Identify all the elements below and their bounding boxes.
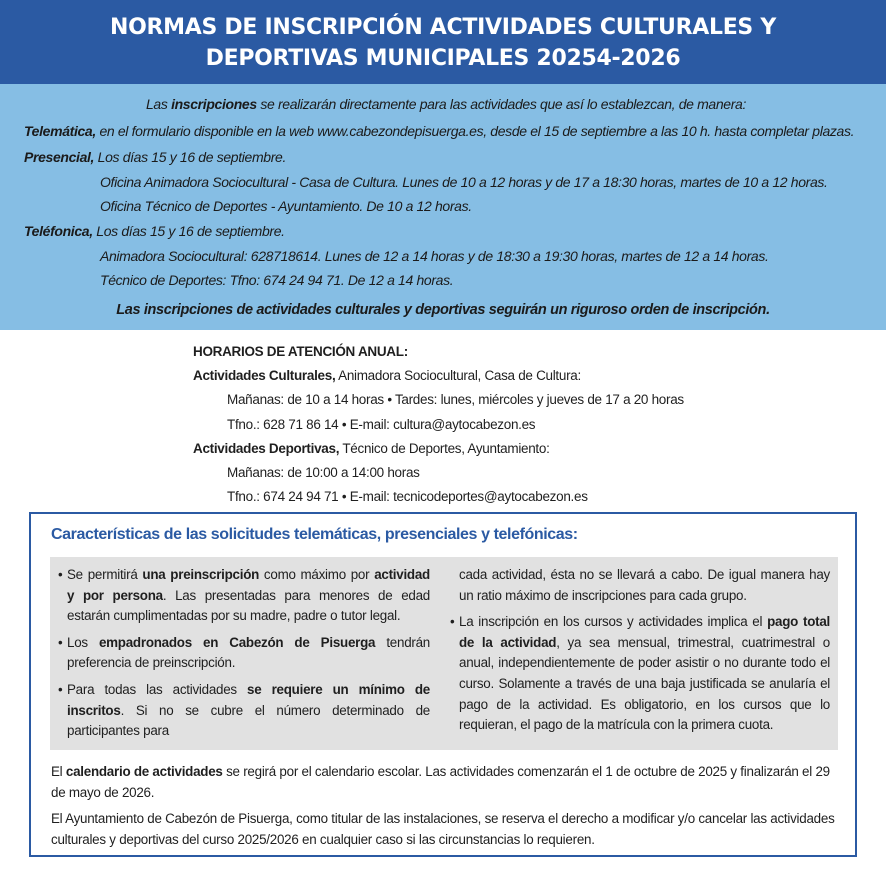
list-item: • La inscripción en los cursos y actividades implica el pago total de la actividad, ya sea mensual, trimestral, cuatrimestral o anual, independientemente de poder asistir o no durante todo el curso. Solamente a través de una baja justificada se anularía el pago de la actividad. Es obligatorio, en los cursos que lo requieran, el pago de la matrícula con la primera cuota. xyxy=(450,614,830,733)
characteristics-panel xyxy=(50,557,838,750)
calendar-note: El calendario de actividades se regirá por el calendario escolar. Las actividades comenzarán el 1 de octubre de 2025 y finalizarán el 29 de mayo de 2026. xyxy=(51,764,830,800)
list-item-continuation: cada actividad, ésta no se llevará a cabo. De igual manera hay un ratio máximo de inscripciones para cada grupo. xyxy=(459,567,830,603)
telefonica-line: Teléfonica, Los días 15 y 16 de septiembre. xyxy=(24,223,285,239)
sports-line: Actividades Deportivas, Técnico de Deportes, Ayuntamiento: xyxy=(193,440,550,456)
presencial-line: Presencial, Los días 15 y 16 de septiembre. xyxy=(24,149,287,165)
header-title-line-1: NORMAS DE INSCRIPCIÓN ACTIVIDADES CULTURALES Y xyxy=(110,15,776,40)
presencial-label: Presencial, xyxy=(24,149,95,165)
telematica-label: Telemática, xyxy=(24,123,96,139)
inscriptions-keyword: inscripciones xyxy=(171,96,257,112)
sports-contact: Tfno.: 674 24 94 71 • E-mail: tecnicodeportes@aytocabezon.es xyxy=(227,489,588,505)
inscriptions-intro: Las inscripciones se realizarán directamente para las actividades que así lo establezcan, de manera: xyxy=(146,96,747,112)
inscriptions-section xyxy=(0,84,886,330)
cultural-label: Actividades Culturales, xyxy=(193,368,336,384)
hours-title: HORARIOS DE ATENCIÓN ANUAL: xyxy=(193,344,408,359)
characteristics-box xyxy=(29,512,857,857)
bullet-icon: • xyxy=(58,567,63,582)
bullet-icon: • xyxy=(58,634,63,650)
calendar-keyword: calendario de actividades xyxy=(65,764,223,779)
sports-schedule: Mañanas: de 10:00 a 14:00 horas xyxy=(227,465,420,481)
characteristics-right-column xyxy=(450,565,830,742)
characteristics-left-column xyxy=(58,565,430,748)
bullet-icon: • xyxy=(450,614,455,630)
telefonica-line-2: Técnico de Deportes: Tfno: 674 24 94 71. De 12 a 14 horas. xyxy=(100,272,454,288)
cultural-schedule: Mañanas: de 10 a 14 horas • Tardes: lunes, miércoles y jueves de 17 a 20 horas xyxy=(227,392,684,408)
cultural-line: Actividades Culturales, Animadora Sociocultural, Casa de Cultura: xyxy=(193,368,581,384)
list-item: • Se permitirá una preinscripción como máximo por actividad y por persona. Las presentadas para menores de edad estarán cumplimentadas por su madre, padre o tutor legal. xyxy=(58,567,430,624)
page-header xyxy=(0,0,886,84)
presencial-office-1: Oficina Animadora Sociocultural - Casa de Cultura. Lunes de 10 a 12 horas y de 17 a 18:30 horas, martes de 10 a 12 horas. xyxy=(100,174,828,190)
hours-section xyxy=(193,340,684,509)
sports-label: Actividades Deportivas, xyxy=(193,440,340,456)
inscriptions-closing: Las inscripciones de actividades culturales y deportivas seguirán un riguroso orden de inscripción. xyxy=(116,302,770,318)
list-item: • Los empadronados en Cabezón de Pisuerga tendrán preferencia de preinscripción. xyxy=(58,634,431,671)
telefonica-label: Teléfonica, xyxy=(24,223,93,239)
cultural-contact: Tfno.: 628 71 86 14 • E-mail: cultura@aytocabezon.es xyxy=(227,416,536,432)
characteristics-title: Características de las solicitudes telemáticas, presenciales y telefónicas: xyxy=(51,526,578,543)
presencial-office-2: Oficina Técnico de Deportes - Ayuntamiento. De 10 a 12 horas. xyxy=(100,198,472,214)
telefonica-line-1: Animadora Sociocultural: 628718614. Lunes de 12 a 14 horas y de 18:30 a 19:30 horas, martes de 12 a 14 horas. xyxy=(100,248,769,264)
reservation-note: El Ayuntamiento de Cabezón de Pisuerga, como titular de las instalaciones, se reserva el derecho a modificar y/o cancelar las actividades culturales y deportivas del curso 2025/2026 en cualquier caso si las circunstancias lo requieren. xyxy=(51,811,835,847)
list-item: • Para todas las actividades se requiere un mínimo de inscritos. Si no se cubre el número determinado de participantes para xyxy=(58,681,430,739)
header-title-line-2: DEPORTIVAS MUNICIPALES 20254-2026 xyxy=(205,46,681,71)
telematica-line: Telemática, en el formulario disponible en la web www.cabezondepisuerga.es, desde el 15 de septiembre a las 10 h. hasta completar plazas. xyxy=(24,123,855,139)
bullet-icon: • xyxy=(58,681,63,697)
